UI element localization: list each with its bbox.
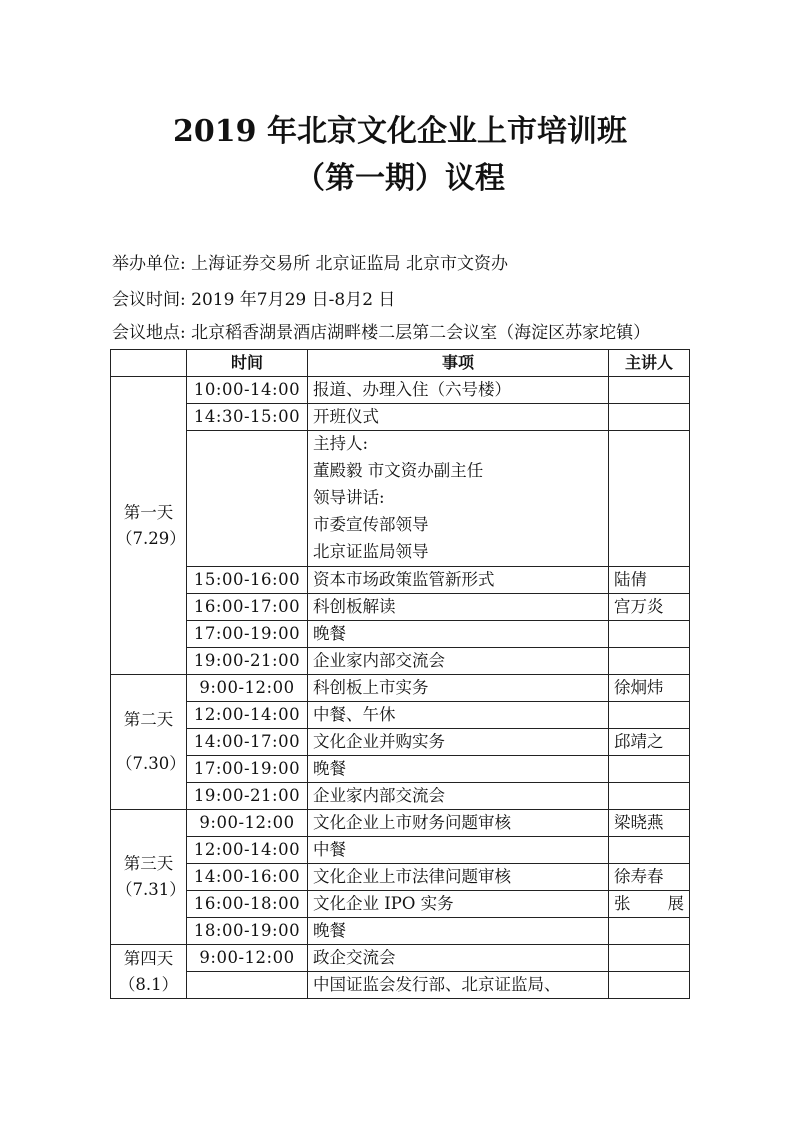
header-speaker: 主讲人 [609, 350, 690, 377]
day-label: 第四天 [123, 948, 174, 968]
speaker-cell: 宫万炎 [609, 594, 690, 621]
time-cell: 9:00-12:00 [187, 945, 308, 972]
day-label: 第二天 [123, 710, 174, 729]
time-cell: 14:30-15:00 [187, 404, 308, 431]
table-row [111, 648, 690, 675]
table-header-row [111, 350, 690, 377]
speaker-cell [609, 648, 690, 675]
table-row [111, 945, 690, 972]
meeting-location-line: 会议地点: 北京稻香湖景酒店湖畔楼二层第二会议室（海淀区苏家坨镇） [112, 323, 651, 343]
item-cell [308, 431, 609, 567]
speaker-cell [609, 945, 690, 972]
table-row [111, 621, 690, 648]
time-cell: 17:00-19:00 [187, 756, 308, 783]
speaker-cell: 梁晓燕 [609, 810, 690, 837]
speech-leader-2: 北京证监局领导 [313, 542, 429, 561]
item-cell: 晚餐 [308, 756, 609, 783]
time-cell: 18:00-19:00 [187, 918, 308, 945]
speech-leader-1: 市委宣传部领导 [313, 515, 429, 534]
item-cell: 文化企业 IPO 实务 [308, 891, 609, 918]
time-cell: 16:00-18:00 [187, 891, 308, 918]
item-cell: 科创板解读 [308, 594, 609, 621]
speaker-cell [609, 783, 690, 810]
day-cell [111, 675, 187, 810]
table-row [111, 594, 690, 621]
table-row [111, 729, 690, 756]
speech-label: 领导讲话: [313, 488, 385, 507]
speaker-cell: 徐炯炜 [609, 675, 690, 702]
item-cell: 科创板上市实务 [308, 675, 609, 702]
time-cell: 19:00-21:00 [187, 648, 308, 675]
time-cell: 17:00-19:00 [187, 621, 308, 648]
meeting-time-line: 会议时间: 2019 年7月29 日-8月2 日 [112, 290, 396, 310]
speaker-cell [609, 972, 690, 999]
day-label: 第一天 [123, 502, 174, 522]
speaker-cell [609, 837, 690, 864]
item-cell: 文化企业并购实务 [308, 729, 609, 756]
table-row [111, 756, 690, 783]
header-item: 事项 [308, 350, 609, 377]
page-title: 2019 年北京文化企业上市培训班 [173, 114, 627, 149]
time-cell: 15:00-16:00 [187, 567, 308, 594]
table-row [111, 702, 690, 729]
day-date: （7.30） [116, 754, 186, 773]
item-cell: 报道、办理入住（六号楼） [308, 377, 609, 404]
time-cell [187, 431, 308, 567]
day-date: （7.31） [116, 880, 186, 899]
table-row [111, 837, 690, 864]
speaker-cell: 邱靖之 [609, 729, 690, 756]
item-cell: 企业家内部交流会 [308, 648, 609, 675]
day-label: 第三天 [123, 854, 174, 873]
table-row [111, 783, 690, 810]
time-cell: 14:00-17:00 [187, 729, 308, 756]
time-cell: 12:00-14:00 [187, 702, 308, 729]
item-cell: 晚餐 [308, 918, 609, 945]
speaker-cell: 张 展 [609, 891, 690, 918]
item-cell: 中国证监会发行部、北京证监局、 [308, 972, 609, 999]
speaker-cell [609, 702, 690, 729]
time-cell [187, 972, 308, 999]
item-cell: 文化企业上市法律问题审核 [308, 864, 609, 891]
table-row [111, 567, 690, 594]
speaker-cell: 陆倩 [609, 567, 690, 594]
table-row [111, 404, 690, 431]
item-cell: 中餐 [308, 837, 609, 864]
speaker-cell [609, 756, 690, 783]
item-cell: 企业家内部交流会 [308, 783, 609, 810]
host-label: 主持人: [313, 434, 369, 453]
day-date: （7.29） [116, 528, 186, 548]
day-cell [111, 810, 187, 945]
day-cell [111, 945, 187, 999]
table-row [111, 377, 690, 404]
item-cell: 文化企业上市财务问题审核 [308, 810, 609, 837]
table-row [111, 891, 690, 918]
table-row [111, 918, 690, 945]
speaker-cell [609, 431, 690, 567]
time-cell: 9:00-12:00 [187, 675, 308, 702]
item-cell: 政企交流会 [308, 945, 609, 972]
time-cell: 16:00-17:00 [187, 594, 308, 621]
header-day [111, 350, 187, 377]
item-cell: 资本市场政策监管新形式 [308, 567, 609, 594]
speaker-cell [609, 918, 690, 945]
time-cell: 19:00-21:00 [187, 783, 308, 810]
table-row [111, 810, 690, 837]
page-subtitle: （第一期）议程 [295, 161, 505, 196]
speaker-cell [609, 377, 690, 404]
table-row [111, 431, 690, 567]
speaker-cell [609, 621, 690, 648]
time-cell: 9:00-12:00 [187, 810, 308, 837]
agenda-table [110, 349, 690, 999]
item-cell: 晚餐 [308, 621, 609, 648]
host-name: 董殿毅 市文资办副主任 [313, 461, 484, 480]
day-date: （8.1） [118, 974, 179, 994]
item-cell: 中餐、午休 [308, 702, 609, 729]
time-cell: 12:00-14:00 [187, 837, 308, 864]
table-row [111, 972, 690, 999]
header-time: 时间 [187, 350, 308, 377]
table-row [111, 675, 690, 702]
speaker-cell [609, 404, 690, 431]
speaker-cell: 徐寿春 [609, 864, 690, 891]
time-cell: 14:00-16:00 [187, 864, 308, 891]
table-row [111, 864, 690, 891]
time-cell: 10:00-14:00 [187, 377, 308, 404]
day-cell [111, 377, 187, 675]
organizer-line: 举办单位: 上海证券交易所 北京证监局 北京市文资办 [112, 254, 508, 274]
item-cell: 开班仪式 [308, 404, 609, 431]
